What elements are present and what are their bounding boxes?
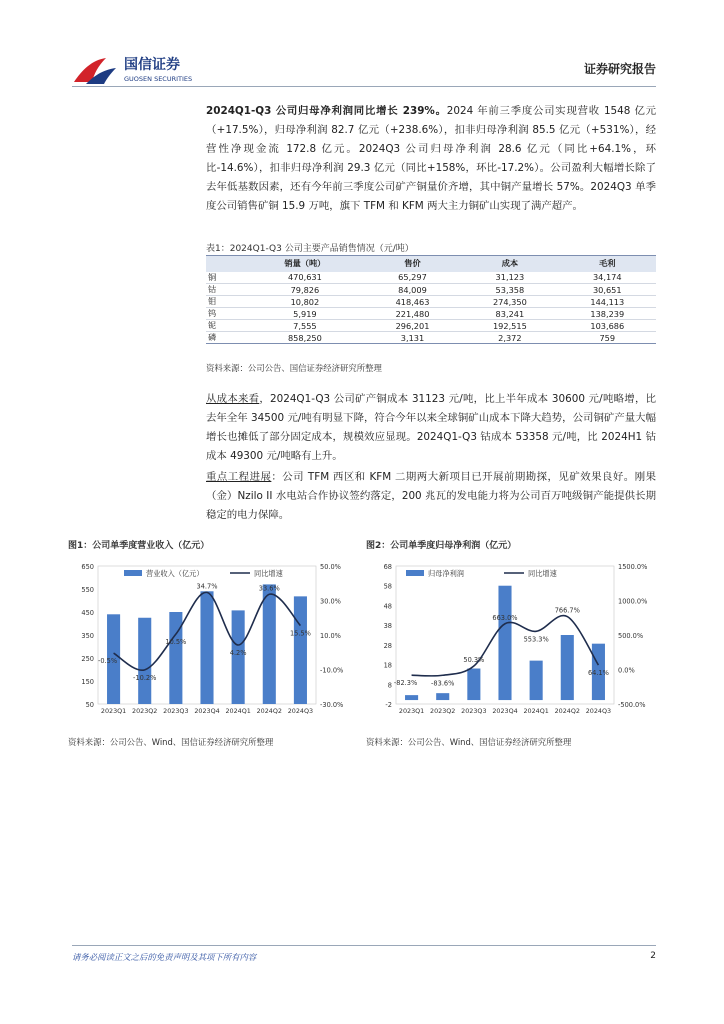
y-tick-label-right: 500.0% — [618, 632, 644, 640]
table-cell: 3,131 — [364, 332, 461, 344]
y-tick-label-right: 10.0% — [320, 632, 341, 640]
figure1-title: 图1：公司单季度营业收入（亿元） — [68, 541, 210, 551]
bar — [294, 596, 307, 704]
table-cell: 221,480 — [364, 308, 461, 320]
y-tick-label-left: 350 — [81, 632, 94, 640]
table-row — [206, 308, 656, 320]
data-label: -83.6% — [431, 679, 455, 688]
table-header-row — [206, 256, 656, 272]
paragraph-profit-body: 2024 年前三季度公司实现营收 1548 亿元（+17.5%），归母净利润 82.7 亿元（+238.6%），扣非归母净利润 85.5 亿元（+531%），经营性净现金流 172.8 亿元。2024Q3 公司归母净利润 28.6 亿元（同比+64.1%，环比-14.6%），扣非归母净利润 29.3 亿元（同比+158%，环比-17.2%）。公司盈利大幅增长除了去年低基数因素，还有今年前三季度公司矿产铜量价齐增，其中铜产量增长 57%。2024Q3 单季度公司销售矿铜 15.9 万吨，旗下 TFM 和 KFM 两大主力铜矿山实现了满产超产。 — [206, 105, 656, 212]
table-row — [206, 296, 656, 308]
x-tick-label: 2023Q3 — [163, 707, 189, 715]
table-cell: 5,919 — [246, 308, 364, 320]
x-tick-label: 2024Q2 — [554, 707, 580, 715]
y-tick-label-right: 1000.0% — [618, 597, 648, 606]
bar — [405, 695, 418, 700]
bar — [229, 610, 247, 704]
legend-bar-swatch — [406, 570, 424, 576]
paragraph-cost-body: ，2024Q1-Q3 公司矿产铜成本 31123 元/吨，比上半年成本 30600 元/吨略增，比去年全年 34500 元/吨有明显下降，符合今年以来全球铜矿山成本下降大趋势，公司铜矿产量大幅增长也摊低了部分固定成本，规模效应显现。2024Q1-Q3 钴成本 53358 元/吨，比 2024H1 钴成本 49300 元/吨略有上升。 — [206, 393, 657, 462]
x-tick-label: 2024Q3 — [287, 707, 314, 715]
x-tick-label: 2024Q1 — [225, 707, 251, 715]
y-tick-label-right: 0.0% — [618, 666, 635, 675]
y-tick-label-left: 650 — [81, 563, 94, 571]
table-cell: 钴 — [206, 284, 246, 296]
x-tick-label: 2024Q1 — [523, 707, 549, 715]
data-label: 553.3% — [523, 635, 549, 644]
table-cell: 65,297 — [364, 272, 461, 284]
table-cell: 83,241 — [461, 308, 558, 320]
x-tick-label: 2023Q1 — [398, 707, 425, 715]
y-tick-label-left: 48 — [383, 602, 392, 611]
bar — [138, 618, 151, 704]
data-label: -82.3% — [393, 679, 418, 688]
report-type-title: 证券研究报告 — [583, 62, 656, 76]
y-tick-label-left: 50 — [85, 701, 94, 709]
bar — [467, 669, 480, 701]
data-label: 15.5% — [289, 629, 311, 638]
table-header-cell — [206, 256, 246, 272]
y-tick-label-right: -30.0% — [320, 701, 344, 709]
x-tick-label: 2023Q4 — [194, 707, 220, 715]
logo-english: GUOSEN SECURITIES — [124, 75, 193, 83]
y-tick-label-right: -500.0% — [618, 701, 646, 709]
x-tick-label: 2024Q3 — [585, 707, 612, 715]
data-label: 50.3% — [463, 656, 485, 665]
table-caption: 表1：2024Q1-Q3 公司主要产品销售情况（元/吨） — [206, 244, 414, 254]
logo-chinese: 国信证券 — [124, 57, 180, 73]
data-label: 33.6% — [258, 584, 280, 593]
table-cell: 53,358 — [461, 284, 558, 296]
paragraph-projects-lead: 重点工程进展 — [206, 471, 272, 483]
data-label: -10.2% — [133, 673, 157, 682]
legend-bar-label: 归母净利润 — [428, 569, 464, 578]
y-tick-label-right: 50.0% — [320, 563, 341, 571]
revenue-chart — [68, 556, 358, 721]
bar — [530, 661, 543, 700]
y-tick-label-left: 8 — [387, 681, 392, 690]
table-cell: 418,463 — [364, 296, 461, 308]
table-cell: 磷 — [206, 332, 246, 344]
y-tick-label-left: 68 — [383, 563, 392, 571]
data-label: 64.1% — [587, 669, 609, 678]
y-tick-label-left: 28 — [383, 641, 392, 650]
table-row — [206, 320, 656, 332]
y-tick-label-right: 1500.0% — [618, 563, 648, 571]
table-cell: 274,350 — [461, 296, 558, 308]
bar — [498, 586, 511, 700]
table-cell: 79,826 — [246, 284, 364, 296]
bar — [436, 693, 449, 700]
figure1-source: 资料来源：公司公告、Wind、国信证券经济研究所整理 — [68, 737, 274, 747]
y-tick-label-right: -10.0% — [320, 666, 344, 675]
table-header-cell: 销量（吨） — [246, 256, 364, 272]
table-cell: 钨 — [206, 308, 246, 320]
table-cell: 钼 — [206, 296, 246, 308]
legend-bar-label: 营业收入（亿元） — [146, 569, 204, 578]
data-label: 34.7% — [196, 582, 218, 591]
figure2-source: 资料来源：公司公告、Wind、国信证券经济研究所整理 — [366, 737, 572, 747]
bar — [263, 584, 276, 704]
guosen-logo — [72, 52, 212, 88]
footer-disclaimer: 请务必阅读正文之后的免责声明及其项下所有内容 — [72, 952, 257, 962]
figure2-title: 图2：公司单季度归母净利润（亿元） — [366, 541, 517, 551]
legend-line-label: 同比增速 — [254, 569, 283, 578]
table-cell: 31,123 — [461, 272, 558, 284]
bar — [200, 591, 213, 704]
table-cell: 144,113 — [559, 296, 656, 308]
x-tick-label: 2023Q2 — [430, 707, 456, 715]
table-cell: 10,802 — [246, 296, 364, 308]
y-tick-label-left: 450 — [81, 609, 94, 617]
net-profit-chart — [366, 556, 656, 721]
y-tick-label-left: 550 — [81, 586, 94, 594]
table-cell: 34,174 — [559, 272, 656, 284]
x-tick-label: 2024Q2 — [256, 707, 282, 715]
data-label: -0.5% — [98, 657, 118, 666]
table-header-cell: 售价 — [364, 256, 461, 272]
table-cell: 7,555 — [246, 320, 364, 332]
table-source: 资料来源：公司公告、国信证券经济研究所整理 — [206, 363, 382, 373]
table-cell: 858,250 — [246, 332, 364, 344]
table-cell: 铜 — [206, 272, 246, 284]
table-cell: 103,686 — [559, 320, 656, 332]
y-tick-label-left: -2 — [385, 701, 392, 709]
table-cell: 84,009 — [364, 284, 461, 296]
y-tick-label-left: 250 — [81, 655, 94, 663]
table-cell: 470,631 — [246, 272, 364, 284]
y-tick-label-left: 38 — [383, 622, 392, 631]
table-header-cell: 毛利 — [559, 256, 656, 272]
data-label: 4.2% — [229, 649, 247, 658]
paragraph-projects-body: ：公司 TFM 西区和 KFM 二期两大新项目已开展前期勘探，见矿效果良好。刚果（金）Nzilo II 水电站合作协议签约落定，200 兆瓦的发电能力将为公司百万吨级铜产能提供长期稳定的电力保障。 — [206, 471, 656, 521]
table-cell: 759 — [559, 332, 656, 344]
y-tick-label-left: 150 — [81, 678, 94, 686]
paragraph-profit-lead: 2024Q1-Q3 公司归母净利润同比增长 239%。 — [206, 105, 447, 117]
x-tick-label: 2023Q3 — [461, 707, 487, 715]
table-cell: 30,651 — [559, 284, 656, 296]
paragraph-cost-lead: 从成本来看 — [206, 393, 260, 405]
header-divider — [72, 86, 656, 87]
paragraph-profit — [206, 102, 656, 216]
table-cell: 铌 — [206, 320, 246, 332]
paragraph-cost — [206, 390, 656, 466]
table-row — [206, 272, 656, 284]
bar — [561, 635, 574, 700]
table-cell: 138,239 — [559, 308, 656, 320]
table-row — [206, 284, 656, 296]
table-row — [206, 332, 656, 344]
paragraph-projects — [206, 468, 656, 525]
legend-bar-swatch — [124, 570, 142, 576]
table-cell: 192,515 — [461, 320, 558, 332]
x-tick-label: 2023Q1 — [100, 707, 127, 715]
page-number: 2 — [650, 951, 656, 961]
x-tick-label: 2023Q2 — [132, 707, 158, 715]
data-label: 10.5% — [165, 638, 187, 647]
table-cell: 296,201 — [364, 320, 461, 332]
product-sales-table — [206, 255, 656, 344]
data-label: 766.7% — [554, 606, 580, 615]
legend-line-label: 同比增速 — [528, 569, 557, 578]
x-tick-label: 2023Q4 — [492, 707, 518, 715]
y-tick-label-left: 18 — [383, 661, 392, 670]
data-label: 663.0% — [492, 613, 518, 622]
footer-divider — [72, 945, 656, 946]
table-header-cell: 成本 — [461, 256, 558, 272]
table-cell: 2,372 — [461, 332, 558, 344]
y-tick-label-right: 30.0% — [320, 597, 341, 606]
y-tick-label-left: 58 — [383, 582, 392, 591]
